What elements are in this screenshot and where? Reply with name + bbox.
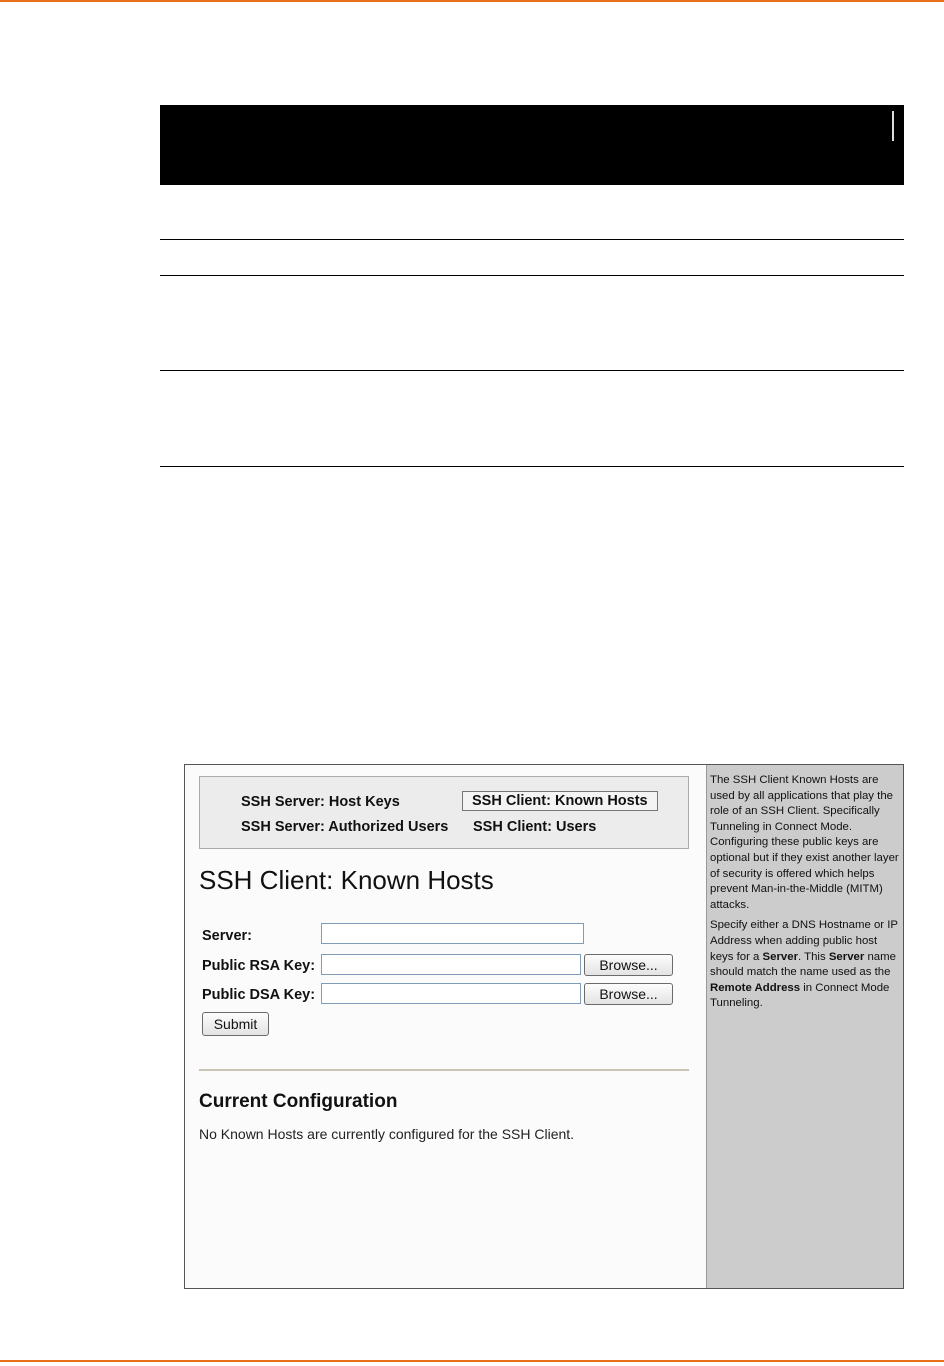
main-pane: [185, 765, 706, 1288]
help-text: . This: [798, 950, 829, 963]
server-input[interactable]: [321, 923, 584, 944]
known-hosts-status-text: No Known Hosts are currently configured for the SSH Client.: [199, 1126, 575, 1142]
ssh-nav-menu: [199, 776, 689, 849]
public-rsa-key-input[interactable]: [321, 954, 581, 975]
submit-button[interactable]: Submit: [202, 1012, 269, 1036]
current-configuration-title: Current Configuration: [199, 1091, 398, 1112]
table-rule: [160, 466, 904, 467]
help-bold-server: Server: [762, 950, 799, 963]
rsa-browse-button[interactable]: Browse...: [584, 954, 673, 976]
header-notch: [892, 111, 894, 141]
top-accent-line: [0, 0, 944, 2]
help-paragraph-intro: The SSH Client Known Hosts are used by all applications that play the role of an SSH Client. Specifically Tunneling in Connect Mode. Configuring these public keys are optional but if they exist another layer of security is offered which helps prevent Man-in-the-Middle (MITM) attacks.: [710, 774, 899, 911]
dsa-browse-button[interactable]: Browse...: [584, 983, 673, 1005]
page-title: SSH Client: Known Hosts: [199, 865, 494, 895]
server-label: Server:: [202, 928, 252, 944]
nav-ssh-client-known-hosts[interactable]: SSH Client: Known Hosts: [462, 791, 658, 811]
help-text: name should match the name used as the: [710, 950, 896, 979]
table-rule: [160, 370, 904, 371]
table-rule: [160, 239, 904, 240]
help-paragraph-server: [710, 918, 901, 1012]
help-bold-server: Server: [828, 950, 865, 963]
public-dsa-key-label: Public DSA Key:: [202, 987, 316, 1003]
public-rsa-key-label: Public RSA Key:: [202, 958, 316, 974]
table-rule: [160, 275, 904, 276]
section-divider: [199, 1069, 689, 1071]
help-text: in Connect Mode Tunneling.: [710, 981, 890, 1010]
help-bold-remote-address: Remote Address: [710, 981, 801, 994]
bottom-accent-line: [0, 1360, 944, 1362]
nav-ssh-client-users[interactable]: SSH Client: Users: [473, 819, 597, 835]
nav-ssh-server-authorized-users[interactable]: SSH Server: Authorized Users: [241, 819, 449, 835]
public-dsa-key-input[interactable]: [321, 983, 581, 1004]
help-pane: [706, 765, 903, 1288]
nav-ssh-server-host-keys[interactable]: SSH Server: Host Keys: [241, 794, 400, 810]
web-manager-screenshot: [184, 764, 904, 1289]
help-text: Specify either a DNS Hostname or IP Address when adding public host keys for a: [710, 919, 898, 963]
redacted-header-block: [160, 105, 904, 185]
